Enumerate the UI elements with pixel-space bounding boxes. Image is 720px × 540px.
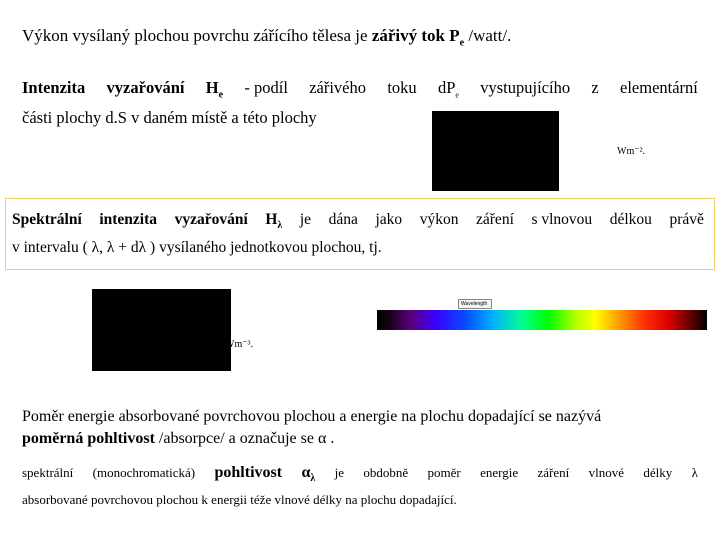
word: vyzařování	[174, 211, 248, 228]
paragraph-line: absorbované povrchovou plochou k energii téže vlnové délky na plochu dopadající.	[22, 492, 457, 508]
symbol: H	[265, 211, 278, 228]
word: spektrální	[22, 465, 74, 480]
word	[206, 76, 223, 106]
paragraph-line	[22, 76, 698, 106]
word: pohltivost	[214, 464, 283, 481]
paragraph-line	[22, 462, 698, 489]
word: záření	[537, 465, 570, 480]
paragraph-radiant-flux	[22, 26, 511, 48]
term-label: zářivý tok P	[371, 26, 460, 45]
wavelength-dropdown[interactable]: Wavelength	[458, 299, 492, 309]
word	[265, 209, 282, 237]
symbol: α	[301, 464, 311, 481]
word: je	[299, 211, 312, 228]
symbol: H	[205, 78, 219, 97]
formula-image-exitance	[432, 111, 559, 191]
word: elementární	[620, 78, 698, 97]
subscript: e	[218, 89, 224, 101]
paragraph-spectral-exitance	[12, 209, 704, 259]
subscript: λ	[277, 220, 283, 232]
paragraph-spectral-absorptance	[22, 462, 698, 510]
word: vlnové	[588, 465, 625, 480]
paragraph-line: v intervalu ( λ, λ + dλ ) vysílaného jednotkovou plochou, tj.	[12, 239, 382, 257]
word: obdobně	[363, 465, 409, 480]
paragraph-line: Poměr energie absorbované povrchovou plochou a energie na plochu dopadající se nazývá	[22, 408, 602, 425]
term-subscript: e	[459, 37, 465, 49]
word: λ	[691, 465, 698, 480]
text-unit: /watt/.	[464, 26, 512, 45]
word: výkon	[419, 211, 459, 228]
subscript: e	[455, 90, 459, 100]
unit-label: Wm⁻³.	[225, 339, 253, 350]
paragraph-absorptance	[22, 406, 601, 450]
word: délky	[643, 465, 673, 480]
word: je	[334, 465, 345, 480]
symbol: dP	[437, 78, 456, 97]
formula-image-spectral	[92, 289, 231, 371]
word: toku	[387, 78, 417, 97]
text-intro: Výkon vysílaný plochou povrchu zářícího tělesa je	[22, 26, 372, 45]
word: vyzařování	[106, 78, 185, 97]
text-rest: /absorpce/ a označuje se α .	[154, 430, 335, 447]
word: právě	[669, 211, 704, 228]
word: délkou	[609, 211, 652, 228]
paragraph-line	[22, 428, 601, 450]
word: vystupujícího	[480, 78, 571, 97]
word: zářivého	[309, 78, 367, 97]
word: jako	[375, 211, 403, 228]
word: poměr	[427, 465, 461, 480]
unit-label: Wm⁻².	[617, 146, 645, 157]
paragraph-radiant-exitance	[22, 76, 698, 129]
word: záření	[476, 211, 514, 228]
term-radiant-flux	[371, 26, 465, 49]
word: Spektrální	[12, 211, 82, 228]
word: Intenzita	[22, 78, 86, 97]
spectrum-image	[377, 310, 707, 330]
paragraph-line: části plochy d.S v daném místě a této plochy	[22, 108, 317, 128]
word: s vlnovou	[531, 211, 593, 228]
word: intenzita	[99, 211, 158, 228]
subscript: λ	[310, 473, 316, 485]
word: - podíl	[244, 78, 288, 97]
word: dána	[328, 211, 358, 228]
word: z	[591, 78, 599, 97]
word: (monochromatická)	[92, 465, 196, 480]
term-absorptance: poměrná pohltivost	[22, 430, 155, 447]
word	[438, 76, 459, 106]
paragraph-line	[12, 209, 704, 237]
word	[301, 462, 315, 489]
word: energie	[480, 465, 519, 480]
